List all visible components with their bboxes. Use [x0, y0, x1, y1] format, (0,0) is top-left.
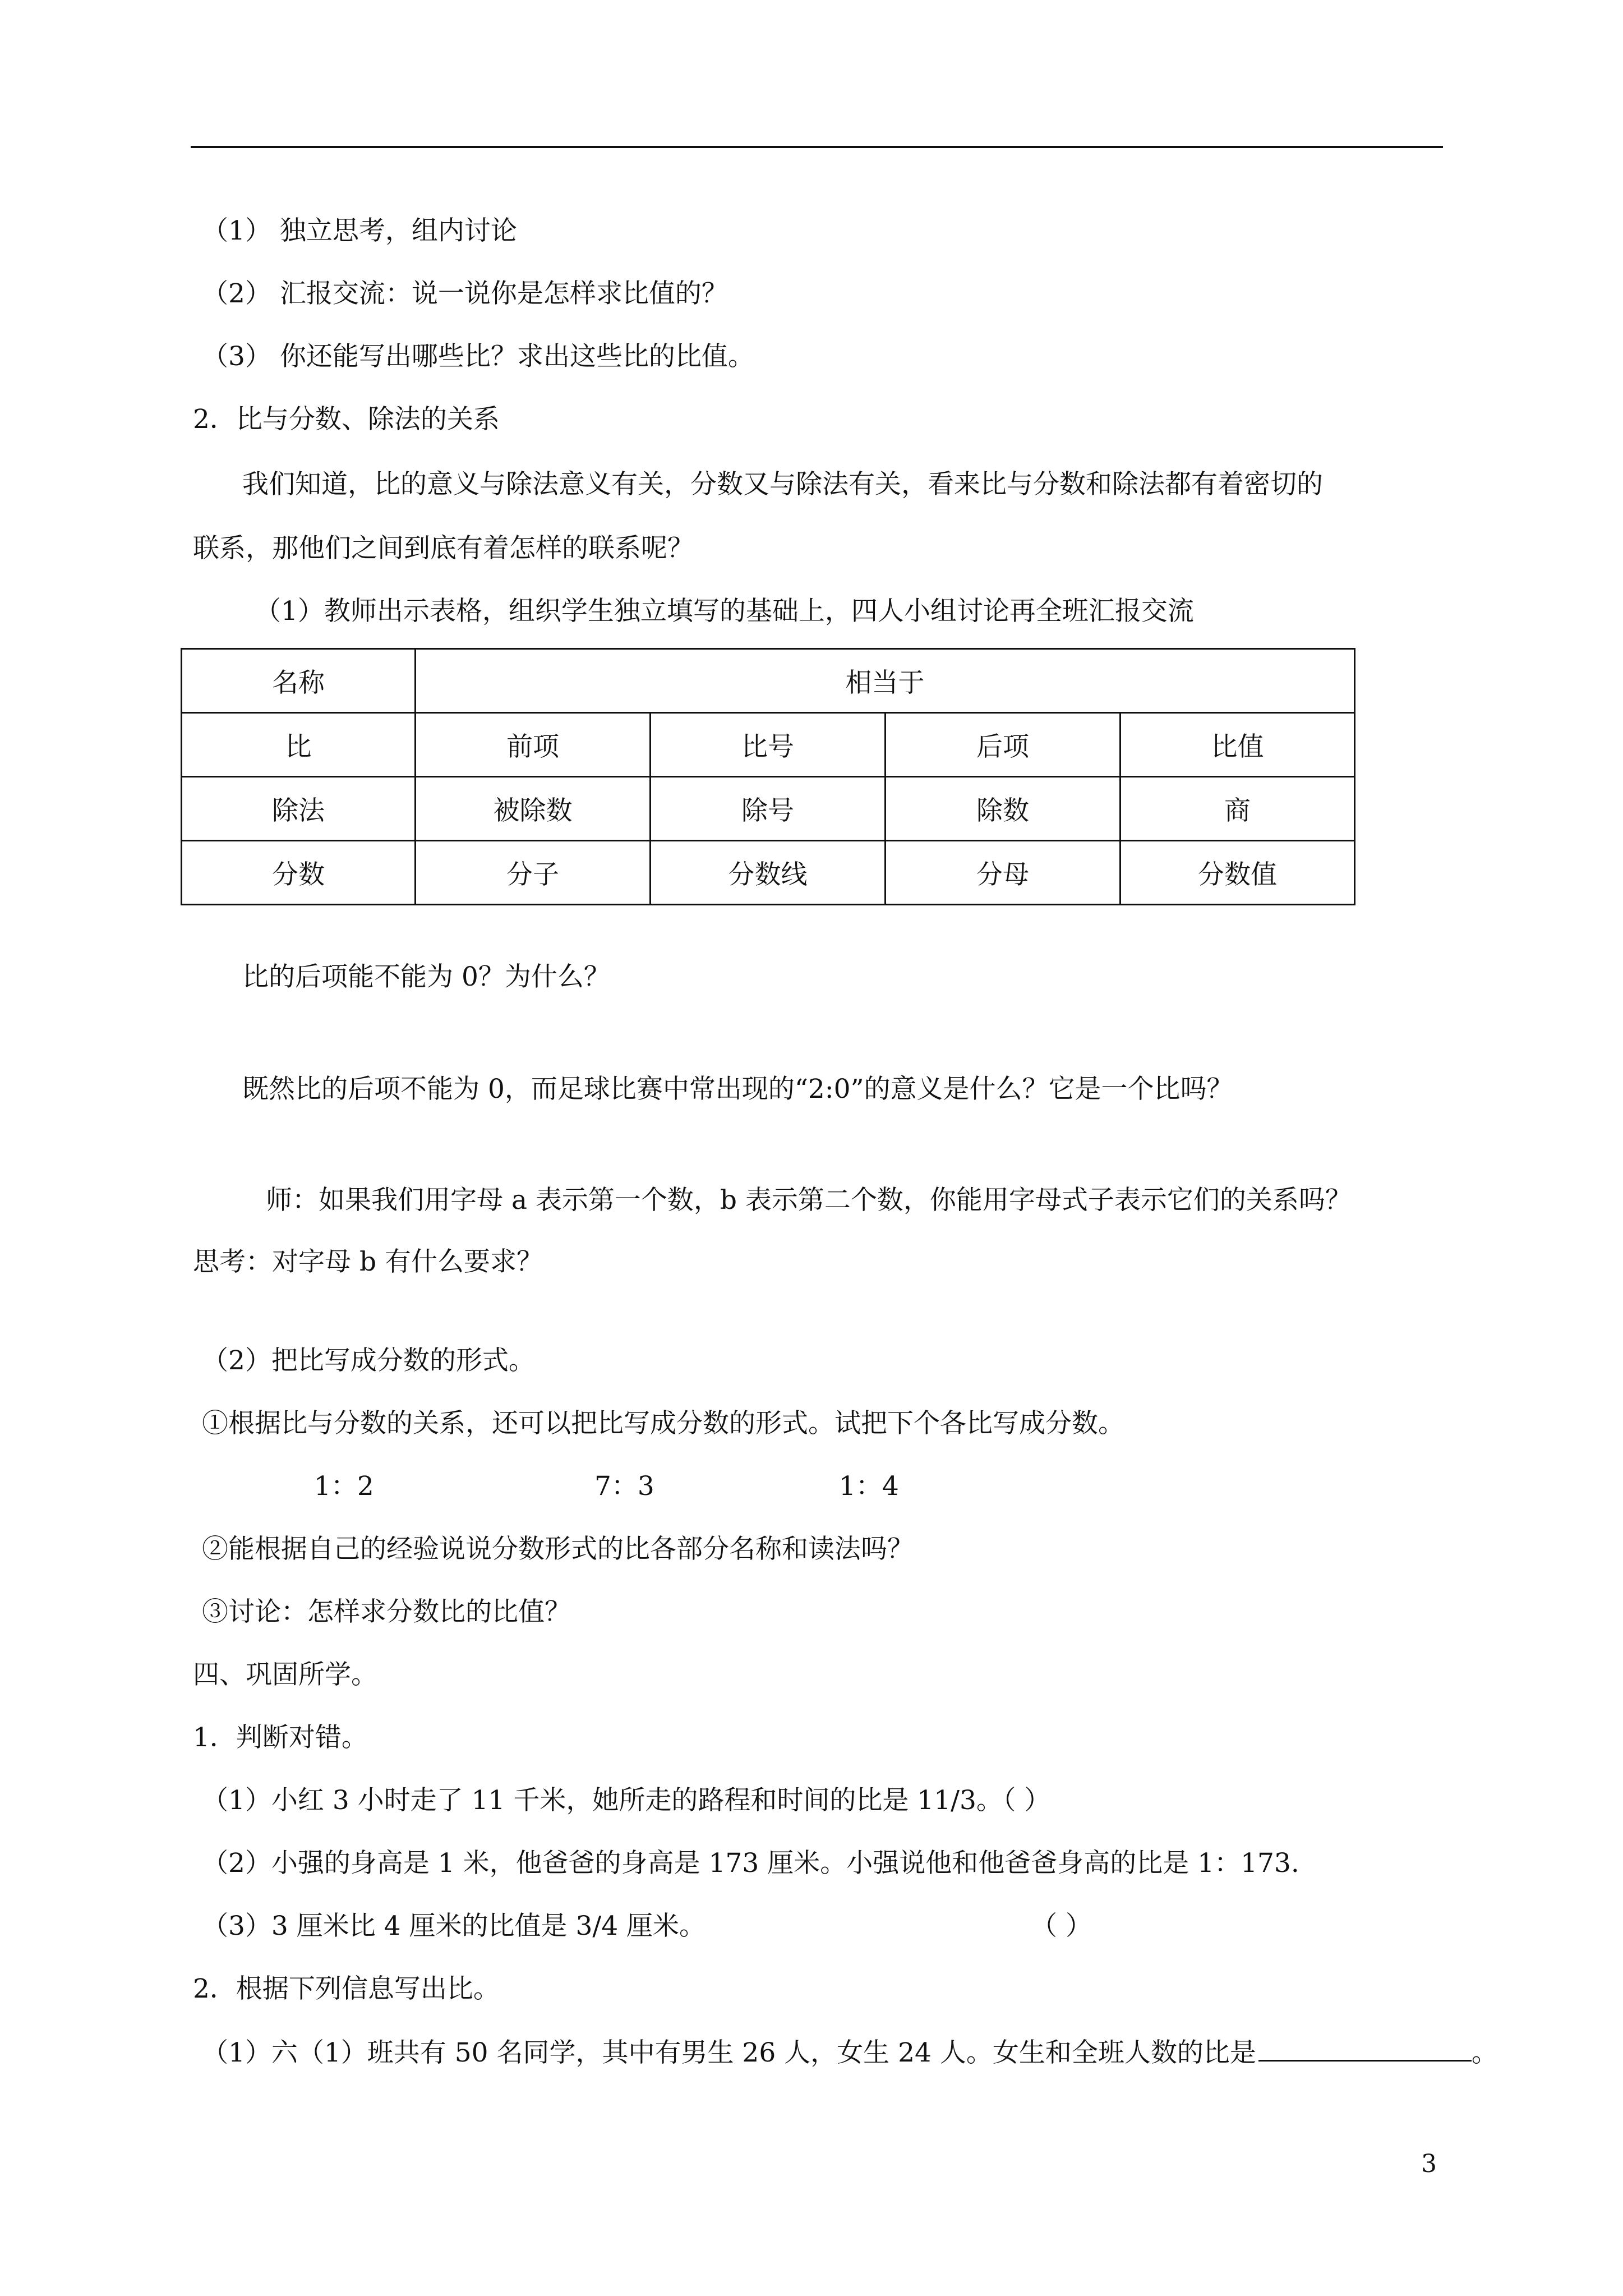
comparison-table: [181, 648, 1355, 905]
ratio-item: 7：3: [594, 1471, 654, 1502]
exercise-text: （1）六（1）班共有 50 名同学，其中有男生 26 人，女生 24 人。女生和全班人数的比是: [202, 2037, 1256, 2068]
section-heading: 2．比与分数、除法的关系: [193, 404, 500, 435]
table-cell: 比号: [651, 713, 886, 777]
exercise-line: （1）小红 3 小时走了 11 千米，她所走的路程和时间的比是 11/3。（ ）: [202, 1785, 1051, 1816]
table-cell: 分数值: [1121, 841, 1355, 905]
table-cell: 除数: [886, 777, 1121, 841]
answer-blank[interactable]: [1258, 2035, 1472, 2062]
page-number: 3: [1421, 2150, 1437, 2178]
table-cell: 比值: [1121, 713, 1355, 777]
table-cell: 除号: [651, 777, 886, 841]
table-cell: 名称: [182, 649, 416, 713]
table-cell: 分数: [182, 841, 416, 905]
table-cell: 商: [1121, 777, 1355, 841]
paragraph-line: 联系，那他们之间到底有着怎样的联系呢？: [193, 533, 694, 564]
text-line: （3） 你还能写出哪些比？求出这些比的比值。: [202, 341, 754, 372]
table-row: [182, 777, 1355, 841]
table-header-row: [182, 649, 1355, 713]
text-line: （1） 独立思考，组内讨论: [202, 215, 517, 246]
section-heading: 1．判断对错。: [193, 1722, 368, 1753]
table-cell: 分母: [886, 841, 1121, 905]
exercise-line: （3）3 厘米比 4 厘米的比值是 3/4 厘米。: [202, 1911, 706, 1941]
text-line: （2）把比写成分数的形式。: [202, 1345, 535, 1376]
text-line: ①根据比与分数的关系，还可以把比写成分数的形式。试把下个各比写成分数。: [202, 1408, 1124, 1439]
table-cell: 比: [182, 713, 416, 777]
section-heading: 四、巩固所学。: [193, 1659, 377, 1690]
question-line: 比的后项能不能为 0？为什么？: [242, 961, 610, 992]
paragraph-line: 师：如果我们用字母 a 表示第一个数，b 表示第二个数，你能用字母式子表示它们的关系吗？: [266, 1185, 1352, 1216]
table-cell: 分子: [416, 841, 651, 905]
table-row: [182, 841, 1355, 905]
table-cell: 被除数: [416, 777, 651, 841]
table-cell: 除法: [182, 777, 416, 841]
exercise-end-mark: 。: [1471, 2037, 1498, 2068]
header-rule: [191, 146, 1443, 148]
table-cell: 后项: [886, 713, 1121, 777]
answer-brackets: （ ）: [1031, 1911, 1092, 1941]
table-row: [182, 713, 1355, 777]
table-cell: 分数线: [651, 841, 886, 905]
ratio-item: 1：4: [839, 1471, 899, 1502]
section-heading: 2．根据下列信息写出比。: [193, 1973, 500, 2004]
ratio-item: 1：2: [314, 1471, 374, 1502]
text-line: （2） 汇报交流：说一说你是怎样求比值的？: [202, 278, 728, 309]
text-line: ②能根据自己的经验说说分数形式的比各部分名称和读法吗？: [202, 1534, 914, 1565]
table-cell: 相当于: [416, 649, 1355, 713]
text-line: ③讨论：怎样求分数比的比值？: [202, 1596, 571, 1627]
text-line: （1）教师出示表格，组织学生独立填写的基础上，四人小组讨论再全班汇报交流: [255, 596, 1194, 627]
exercise-line: [202, 2035, 1498, 2070]
table-cell: 前项: [416, 713, 651, 777]
paragraph-line: 思考：对字母 b 有什么要求？: [193, 1246, 543, 1277]
question-line: 既然比的后项不能为 0，而足球比赛中常出现的“2:0”的意义是什么？它是一个比吗？: [242, 1074, 1233, 1105]
exercise-line: （2）小强的身高是 1 米，他爸爸的身高是 173 厘米。小强说他和他爸爸身高的比是 1：173.: [202, 1848, 1299, 1879]
paragraph-line: 我们知道，比的意义与除法意义有关，分数又与除法有关，看来比与分数和除法都有着密切的: [242, 469, 1323, 500]
